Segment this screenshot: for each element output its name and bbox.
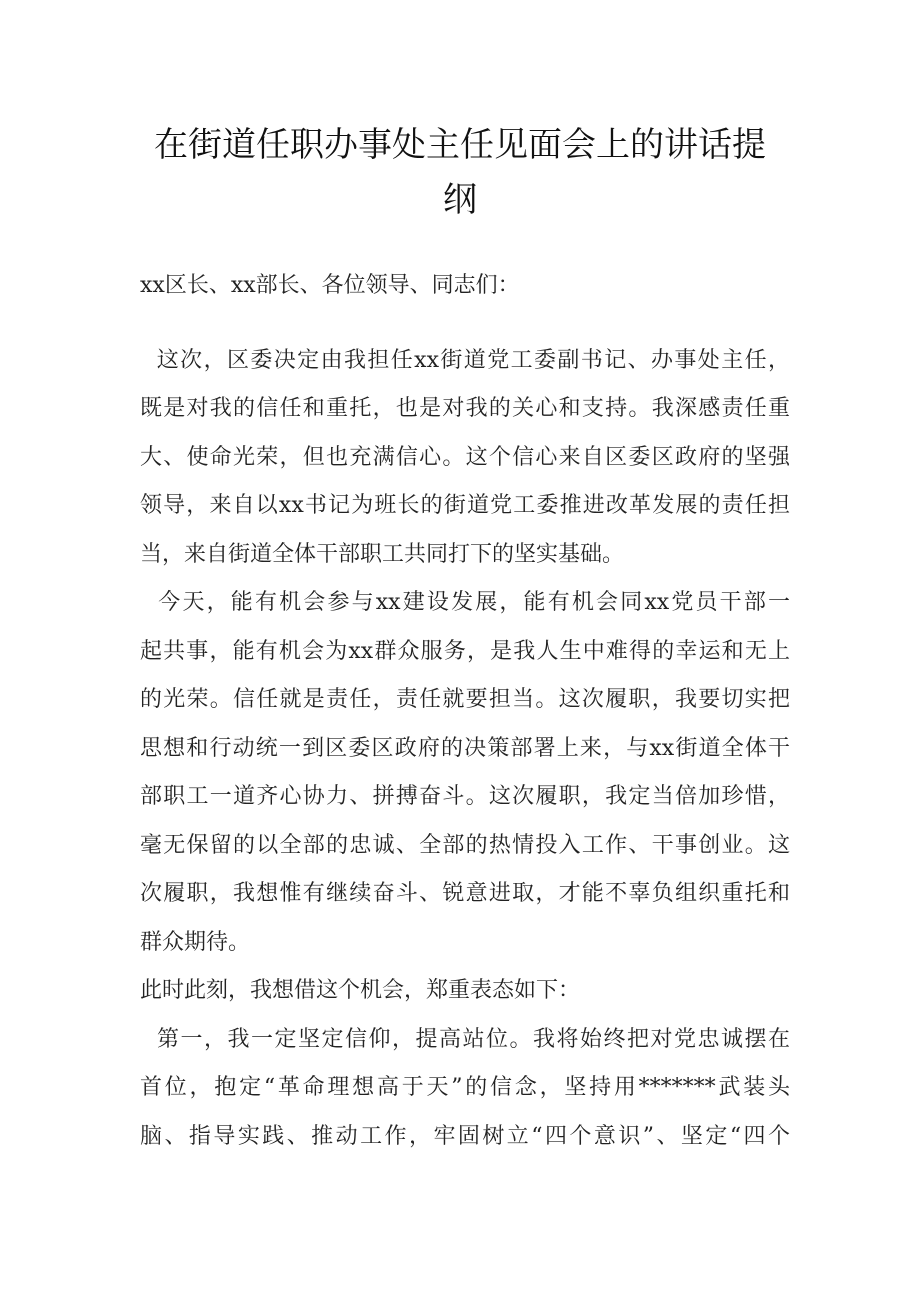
title-line-2: 纲 bbox=[443, 180, 477, 220]
paragraph-4 bbox=[140, 1016, 790, 1162]
paragraph-line: 这次，区委决定由我担任xx街道党工委副书记、办事处主任， bbox=[140, 347, 790, 373]
salutation: xx区长、xx部长、各位领导、同志们： bbox=[140, 273, 520, 298]
document-body bbox=[140, 262, 790, 1161]
paragraph-line: 今天，能有机会参与xx建设发展，能有机会同xx党员干部一 bbox=[140, 590, 790, 615]
paragraph-3 bbox=[140, 967, 790, 1016]
paragraph-line: 思想和行动统一到区委区政府的决策部署上来，与xx街道全体干 bbox=[140, 735, 790, 761]
paragraph-line: 脑、指导实践、推动工作，牢固树立“四个意识”、坚定“四个 bbox=[140, 1123, 790, 1149]
paragraph-line: 毫无保留的以全部的忠诚、全部的热情投入工作、干事创业。这 bbox=[140, 832, 790, 858]
paragraph-line: 此时此刻，我想借这个机会，郑重表态如下： bbox=[140, 978, 581, 1003]
paragraph-line: 领导，来自以xx书记为班长的街道党工委推进改革发展的责任担 bbox=[140, 493, 790, 518]
paragraph-1 bbox=[140, 337, 790, 580]
paragraph-line: 群众期待。 bbox=[140, 929, 251, 955]
paragraph-line: 既是对我的信任和重托，也是对我的关心和支持。我深感责任重 bbox=[140, 396, 790, 421]
paragraph-line: 起共事，能有机会为xx群众服务，是我人生中难得的幸运和无上 bbox=[140, 638, 790, 664]
paragraph-line: 次履职，我想惟有继续奋斗、锐意进取，才能不辜负组织重托和 bbox=[140, 881, 790, 906]
paragraph-line: 的光荣。信任就是责任，责任就要担当。这次履职，我要切实把 bbox=[140, 687, 790, 712]
title-line-1: 在街道任职办事处主任见面会上的讲话提 bbox=[154, 125, 766, 165]
document-title bbox=[140, 118, 780, 228]
paragraph-line: 第一，我一定坚定信仰，提高站位。我将始终把对党忠诚摆在 bbox=[140, 1026, 790, 1052]
paragraph-line: 当，来自街道全体干部职工共同打下的坚实基础。 bbox=[140, 541, 625, 567]
paragraph-line: 部职工一道齐心协力、拼搏奋斗。这次履职，我定当倍加珍惜， bbox=[140, 784, 790, 809]
paragraph-line: 大、使命光荣，但也充满信心。这个信心来自区委区政府的坚强 bbox=[140, 444, 790, 470]
paragraph-line: 首位，抱定“革命理想高于天”的信念，坚持用*******武装头 bbox=[140, 1075, 790, 1100]
paragraph-2 bbox=[140, 579, 790, 967]
